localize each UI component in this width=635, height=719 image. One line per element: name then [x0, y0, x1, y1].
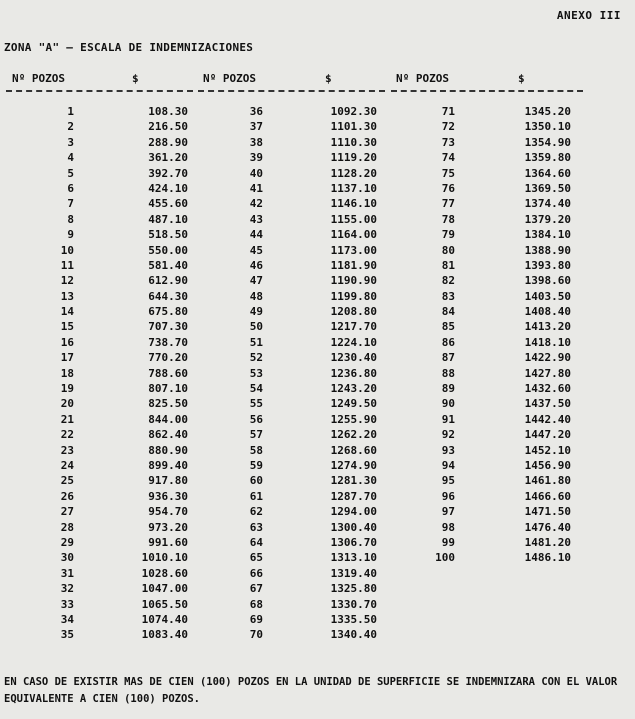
wells-cell: 41: [249, 181, 263, 195]
amount-cell: 973.20: [148, 520, 188, 534]
amount-cell: 1471.50: [524, 505, 571, 519]
amount-cell: 1442.40: [524, 412, 571, 426]
table-row: [0, 319, 635, 334]
wells-cell: 99: [441, 535, 455, 549]
wells-cell: 30: [60, 551, 74, 565]
wells-cell: 57: [249, 428, 263, 442]
wells-cell: 73: [441, 135, 455, 149]
wells-cell: 89: [441, 382, 455, 396]
table-row: [0, 458, 635, 473]
table-row: [0, 304, 635, 319]
table-row: [0, 135, 635, 150]
wells-cell: 58: [249, 443, 263, 457]
header-divider-2: [198, 90, 385, 92]
wells-cell: 10: [60, 243, 74, 257]
wells-cell: 39: [249, 151, 263, 165]
amount-cell: 1137.10: [330, 181, 377, 195]
amount-cell: 1350.10: [524, 120, 571, 134]
amount-cell: 1230.40: [330, 351, 377, 365]
amount-cell: 487.10: [148, 212, 188, 226]
wells-cell: 29: [60, 535, 74, 549]
footnote: EN CASO DE EXISTIR MAS DE CIEN (100) POZOS EN LA UNIDAD DE SUPERFICIE SE INDEMNIZARA CON EL VALOR EQUIVALENTE A CIEN (100) POZOS.: [4, 676, 618, 705]
wells-cell: 97: [441, 505, 455, 519]
table-row: [0, 258, 635, 273]
amount-cell: 1461.80: [524, 474, 571, 488]
amount-cell: 1164.00: [330, 228, 377, 242]
wells-cell: 12: [60, 274, 74, 288]
amount-cell: 862.40: [148, 428, 188, 442]
wells-cell: 72: [441, 120, 455, 134]
amount-cell: 1249.50: [330, 397, 377, 411]
wells-cell: 55: [249, 397, 263, 411]
wells-cell: 90: [441, 397, 455, 411]
wells-cell: 61: [249, 489, 263, 503]
wells-cell: 40: [249, 166, 263, 180]
wells-cell: 83: [441, 289, 455, 303]
wells-cell: 68: [249, 597, 263, 611]
amount-cell: 1110.30: [330, 135, 377, 149]
wells-cell: 69: [249, 612, 263, 626]
wells-cell: 14: [60, 305, 74, 319]
amount-cell: 1427.80: [524, 366, 571, 380]
wells-cell: 6: [67, 181, 74, 195]
wells-cell: 59: [249, 458, 263, 472]
wells-cell: 42: [249, 197, 263, 211]
wells-cell: 45: [249, 243, 263, 257]
amount-cell: 1481.20: [524, 535, 571, 549]
wells-cell: 28: [60, 520, 74, 534]
table-rows: [0, 104, 635, 643]
table-row: [0, 366, 635, 381]
amount-cell: 361.20: [148, 151, 188, 165]
amount-cell: 1456.90: [524, 458, 571, 472]
amount-cell: 550.00: [148, 243, 188, 257]
amount-cell: 108.30: [148, 105, 188, 118]
amount-cell: 825.50: [148, 397, 188, 411]
wells-cell: 47: [249, 274, 263, 288]
wells-cell: 60: [249, 474, 263, 488]
amount-cell: 612.90: [148, 274, 188, 288]
wells-cell: 91: [441, 412, 455, 426]
amount-cell: 288.90: [148, 135, 188, 149]
amount-cell: 1287.70: [330, 489, 377, 503]
wells-cell: 54: [249, 382, 263, 396]
wells-cell: 49: [249, 305, 263, 319]
amount-cell: 1447.20: [524, 428, 571, 442]
amount-cell: 1388.90: [524, 243, 571, 257]
table-row: [0, 196, 635, 211]
amount-cell: 1335.50: [330, 612, 377, 626]
header-wells-3: Nº POZOS: [396, 72, 449, 85]
wells-cell: 17: [60, 351, 74, 365]
wells-cell: 9: [67, 228, 74, 242]
wells-cell: 93: [441, 443, 455, 457]
table-row: [0, 412, 635, 427]
wells-cell: 70: [249, 628, 263, 642]
wells-cell: 87: [441, 351, 455, 365]
wells-cell: 71: [441, 105, 455, 118]
amount-cell: 1047.00: [141, 582, 188, 596]
amount-cell: 424.10: [148, 181, 188, 195]
wells-cell: 33: [60, 597, 74, 611]
amount-cell: 1217.70: [330, 320, 377, 334]
amount-cell: 954.70: [148, 505, 188, 519]
amount-cell: 216.50: [148, 120, 188, 134]
amount-cell: 1330.70: [330, 597, 377, 611]
wells-cell: 100: [435, 551, 455, 565]
amount-cell: 1262.20: [330, 428, 377, 442]
table-row: [0, 597, 635, 612]
wells-cell: 84: [441, 305, 455, 319]
wells-cell: 20: [60, 397, 74, 411]
table-row: [0, 612, 635, 627]
wells-cell: 81: [441, 258, 455, 272]
amount-cell: 1466.60: [524, 489, 571, 503]
header-wells-1: Nº POZOS: [12, 72, 65, 85]
table-row: [0, 489, 635, 504]
table-row: [0, 427, 635, 442]
wells-cell: 67: [249, 582, 263, 596]
wells-cell: 1: [67, 105, 74, 118]
amount-cell: 1325.80: [330, 582, 377, 596]
wells-cell: 24: [60, 458, 74, 472]
wells-cell: 92: [441, 428, 455, 442]
table-row: [0, 335, 635, 350]
amount-cell: 1384.10: [524, 228, 571, 242]
amount-cell: 1437.50: [524, 397, 571, 411]
amount-cell: 1313.10: [330, 551, 377, 565]
wells-cell: 77: [441, 197, 455, 211]
wells-cell: 38: [249, 135, 263, 149]
wells-cell: 65: [249, 551, 263, 565]
amount-cell: 1173.00: [330, 243, 377, 257]
amount-cell: 1092.30: [330, 105, 377, 118]
amount-cell: 991.60: [148, 535, 188, 549]
amount-cell: 1208.80: [330, 305, 377, 319]
wells-cell: 7: [67, 197, 74, 211]
amount-cell: 1119.20: [330, 151, 377, 165]
amount-cell: 1128.20: [330, 166, 377, 180]
wells-cell: 5: [67, 166, 74, 180]
amount-cell: 675.80: [148, 305, 188, 319]
amount-cell: 1452.10: [524, 443, 571, 457]
amount-cell: 1274.90: [330, 458, 377, 472]
amount-cell: 1101.30: [330, 120, 377, 134]
wells-cell: 79: [441, 228, 455, 242]
wells-cell: 26: [60, 489, 74, 503]
table-row: [0, 627, 635, 642]
wells-cell: 74: [441, 151, 455, 165]
amount-cell: 1369.50: [524, 181, 571, 195]
wells-cell: 52: [249, 351, 263, 365]
amount-cell: 1393.80: [524, 258, 571, 272]
wells-cell: 23: [60, 443, 74, 457]
wells-cell: 66: [249, 566, 263, 580]
amount-cell: 1319.40: [330, 566, 377, 580]
wells-cell: 2: [67, 120, 74, 134]
wells-cell: 82: [441, 274, 455, 288]
amount-cell: 770.20: [148, 351, 188, 365]
amount-cell: 788.60: [148, 366, 188, 380]
wells-cell: 27: [60, 505, 74, 519]
amount-cell: 1306.70: [330, 535, 377, 549]
amount-cell: 1432.60: [524, 382, 571, 396]
amount-cell: 1422.90: [524, 351, 571, 365]
wells-cell: 88: [441, 366, 455, 380]
amount-cell: 392.70: [148, 166, 188, 180]
table-row: [0, 104, 635, 119]
amount-cell: 1398.60: [524, 274, 571, 288]
amount-cell: 1083.40: [141, 628, 188, 642]
amount-cell: 1413.20: [524, 320, 571, 334]
table-row: [0, 566, 635, 581]
amount-cell: 1074.40: [141, 612, 188, 626]
table-row: [0, 473, 635, 488]
amount-cell: 1486.10: [524, 551, 571, 565]
wells-cell: 78: [441, 212, 455, 226]
wells-cell: 94: [441, 458, 455, 472]
amount-cell: 1146.10: [330, 197, 377, 211]
amount-cell: 707.30: [148, 320, 188, 334]
wells-cell: 95: [441, 474, 455, 488]
amount-cell: 738.70: [148, 335, 188, 349]
wells-cell: 3: [67, 135, 74, 149]
amount-cell: 455.60: [148, 197, 188, 211]
wells-cell: 18: [60, 366, 74, 380]
amount-cell: 1224.10: [330, 335, 377, 349]
wells-cell: 86: [441, 335, 455, 349]
wells-cell: 62: [249, 505, 263, 519]
amount-cell: 1340.40: [330, 628, 377, 642]
wells-cell: 8: [67, 212, 74, 226]
amount-cell: 1028.60: [141, 566, 188, 580]
wells-cell: 80: [441, 243, 455, 257]
table-row: [0, 243, 635, 258]
table-row: [0, 227, 635, 242]
amount-cell: 1268.60: [330, 443, 377, 457]
wells-cell: 50: [249, 320, 263, 334]
amount-cell: 1255.90: [330, 412, 377, 426]
amount-cell: 1155.00: [330, 212, 377, 226]
wells-cell: 32: [60, 582, 74, 596]
amount-cell: 1281.30: [330, 474, 377, 488]
table-row: [0, 443, 635, 458]
amount-cell: 1359.80: [524, 151, 571, 165]
amount-cell: 1418.10: [524, 335, 571, 349]
wells-cell: 46: [249, 258, 263, 272]
wells-cell: 43: [249, 212, 263, 226]
header-divider-3: [391, 90, 583, 92]
header-amount-1: $: [132, 72, 139, 85]
wells-cell: 4: [67, 151, 74, 165]
amount-cell: 917.80: [148, 474, 188, 488]
amount-cell: 1065.50: [141, 597, 188, 611]
table-row: [0, 535, 635, 550]
wells-cell: 13: [60, 289, 74, 303]
wells-cell: 76: [441, 181, 455, 195]
amount-cell: 1364.60: [524, 166, 571, 180]
header-wells-2: Nº POZOS: [203, 72, 256, 85]
table-row: [0, 520, 635, 535]
amount-cell: 1236.80: [330, 366, 377, 380]
amount-cell: 880.90: [148, 443, 188, 457]
header-divider-1: [6, 90, 193, 92]
amount-cell: 1354.90: [524, 135, 571, 149]
wells-cell: 64: [249, 535, 263, 549]
amount-cell: 1379.20: [524, 212, 571, 226]
wells-cell: 98: [441, 520, 455, 534]
amount-cell: 899.40: [148, 458, 188, 472]
amount-cell: 1374.40: [524, 197, 571, 211]
wells-cell: 19: [60, 382, 74, 396]
amount-cell: 1190.90: [330, 274, 377, 288]
wells-cell: 35: [60, 628, 74, 642]
wells-cell: 15: [60, 320, 74, 334]
wells-cell: 44: [249, 228, 263, 242]
table-row: [0, 212, 635, 227]
amount-cell: 1199.80: [330, 289, 377, 303]
wells-cell: 48: [249, 289, 263, 303]
wells-cell: 51: [249, 335, 263, 349]
table-row: [0, 350, 635, 365]
amount-cell: 581.40: [148, 258, 188, 272]
table-row: [0, 150, 635, 165]
amount-cell: 1010.10: [141, 551, 188, 565]
wells-cell: 56: [249, 412, 263, 426]
wells-cell: 34: [60, 612, 74, 626]
annex-label: ANEXO III: [556, 9, 621, 22]
table-row: [0, 166, 635, 181]
amount-cell: 936.30: [148, 489, 188, 503]
table-row: [0, 273, 635, 288]
amount-cell: 1476.40: [524, 520, 571, 534]
table-row: [0, 381, 635, 396]
amount-cell: 644.30: [148, 289, 188, 303]
wells-cell: 22: [60, 428, 74, 442]
table-row: [0, 119, 635, 134]
table-row: [0, 396, 635, 411]
wells-cell: 11: [60, 258, 74, 272]
amount-cell: 1403.50: [524, 289, 571, 303]
wells-cell: 16: [60, 335, 74, 349]
wells-cell: 63: [249, 520, 263, 534]
table-row: [0, 504, 635, 519]
amount-cell: 1345.20: [524, 105, 571, 118]
wells-cell: 85: [441, 320, 455, 334]
wells-cell: 31: [60, 566, 74, 580]
amount-cell: 1300.40: [330, 520, 377, 534]
wells-cell: 36: [249, 105, 263, 118]
table-title: ZONA "A" – ESCALA DE INDEMNIZACIONES: [4, 41, 254, 54]
amount-cell: 844.00: [148, 412, 188, 426]
amount-cell: 807.10: [148, 382, 188, 396]
amount-cell: 1243.20: [330, 382, 377, 396]
amount-cell: 1408.40: [524, 305, 571, 319]
wells-cell: 75: [441, 166, 455, 180]
amount-cell: 1294.00: [330, 505, 377, 519]
header-amount-2: $: [325, 72, 332, 85]
wells-cell: 25: [60, 474, 74, 488]
wells-cell: 37: [249, 120, 263, 134]
wells-cell: 21: [60, 412, 74, 426]
table-row: [0, 289, 635, 304]
table-row: [0, 581, 635, 596]
wells-cell: 53: [249, 366, 263, 380]
table-row: [0, 181, 635, 196]
header-amount-3: $: [518, 72, 525, 85]
amount-cell: 518.50: [148, 228, 188, 242]
amount-cell: 1181.90: [330, 258, 377, 272]
wells-cell: 96: [441, 489, 455, 503]
indemnity-table: [0, 104, 635, 643]
table-row: [0, 550, 635, 565]
